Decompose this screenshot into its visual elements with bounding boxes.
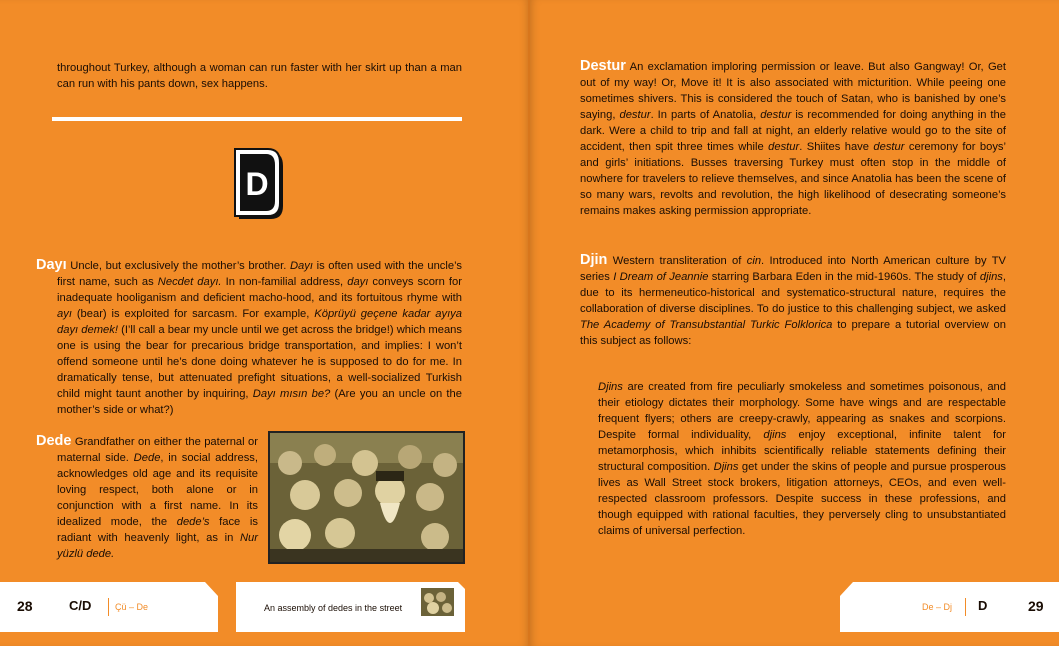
section-divider — [52, 117, 462, 121]
entry-term: Dede — [36, 433, 72, 449]
section-label: C/D — [69, 598, 92, 613]
dedes-photo-image — [270, 433, 463, 562]
page-range: De – Dj — [922, 602, 953, 612]
page-number: 29 — [1028, 598, 1044, 614]
right-page — [530, 0, 1059, 646]
entry-dayi: Dayı Uncle, but exclusively the mother’s brother. Dayı is often used with the uncle’s first name, such as Necdet dayı. In non-familial address, dayı conveys scorn for inadequate hooliganism and deficient macho-hood, and its fortuitous rhyme with ayı (bear) is exploited for sarcasm. For example, Köprüyü geçene kadar ayıya dayı demek! (I’ll call a bear my uncle until we get across the bridge!) which means one is using the bear for precarious bridge transportation, and implies: I won’t offend someone until he’s done doing whatever he is supposed to do for me. In dramatically tense, but attenuated prefight situations, a well-socialized Turkish child might taunt another by inquiring, Dayı mısın be? (Are you an uncle on the mother’s side or what?) — [36, 257, 463, 416]
entry-dede: Dede Grandfather on either the paternal or maternal side. Dede, in social address, acknowledges old age and its requisite loving respect, both alone or in conjunction with a first name. In its idealized mode, the dede’s face is radiant with heavenly light, as in Nur yüzlü dede. — [36, 433, 259, 560]
intro-text: throughout Turkey, although a woman can run faster with her skirt up than a man can run with his pants down, sex happens. — [57, 62, 462, 90]
page-range: Çü – De — [115, 602, 149, 612]
photo-caption: An assembly of dedes in the street — [264, 603, 403, 613]
section-letter-badge — [233, 148, 287, 223]
caption-thumbnail — [421, 588, 454, 616]
entry-term: Djin — [580, 252, 608, 268]
entry-term: Dayı — [36, 257, 67, 273]
entry-destur: Destur An exclamation imploring permission or leave. But also Gangway! Or, Get out of my way! Or, Move it! It is also associated with micturition. While peeing one sometimes shivers. This is considered the touch of Satan, who is banished by one’s saying, destur. In parts of Anatolia, destur is recommended for doing anything in the dark. Were a child to trip and fall at night, an elderly relative would go to the site of accident, then spit three times while destur. Shiites have destur ceremony for boys’ and girls’ initiations. Busses traversing Turkey must often stop in the middle of nowhere for travelers to relieve themselves, and since Anatolia has been the scene of so many wars, revolts and revolution, the high likelihood of desecrating someone’s remains makes asking permission appropriate. — [580, 58, 1006, 217]
left-page — [0, 0, 529, 646]
entry-djin: Djin Western transliteration of cin. Introduced into North American culture by TV series I Dream of Jeannie starring Barbara Eden in the mid-1960s. The study of djins, due to its hermeneutico-historical and systematico-structural nature, requires the collaboration of diverse disciplines. To do justice to this challenging subject, we asked The Academy of Transubstantial Turkic Folklorica to prepare a tutorial overview on this subject as follows: — [580, 252, 1007, 347]
djin-tutorial-paragraph: Djins are created from fire peculiarly smokeless and sometimes poisonous, and their etiology dictates their morphology. Some have wings and are respectable frequent flyers; others are creepy-crawly, appearing as snakes and scorpions. Despite formal individuality, djins enjoy exceptional, infinite talent for metamorphosis, which inhibits scientifically reliable statements defining their structural composition. Djins get under the skins of people and pursue prosperous lives as Wall Street stock brokers, litigation attorneys, CEOs, and even well-respected classroom professors. Despite success in these professions, and though equipped with rational faculties, they perversely cling to unsubstantiated claims of universal perfection. — [598, 381, 1007, 537]
entry-term: Destur — [580, 58, 626, 74]
footer-separator — [108, 598, 109, 616]
section-letter: D — [245, 166, 269, 202]
page-number: 28 — [17, 598, 33, 614]
dedes-photo — [268, 431, 465, 564]
section-label: D — [978, 598, 988, 613]
footer-separator — [965, 598, 966, 616]
